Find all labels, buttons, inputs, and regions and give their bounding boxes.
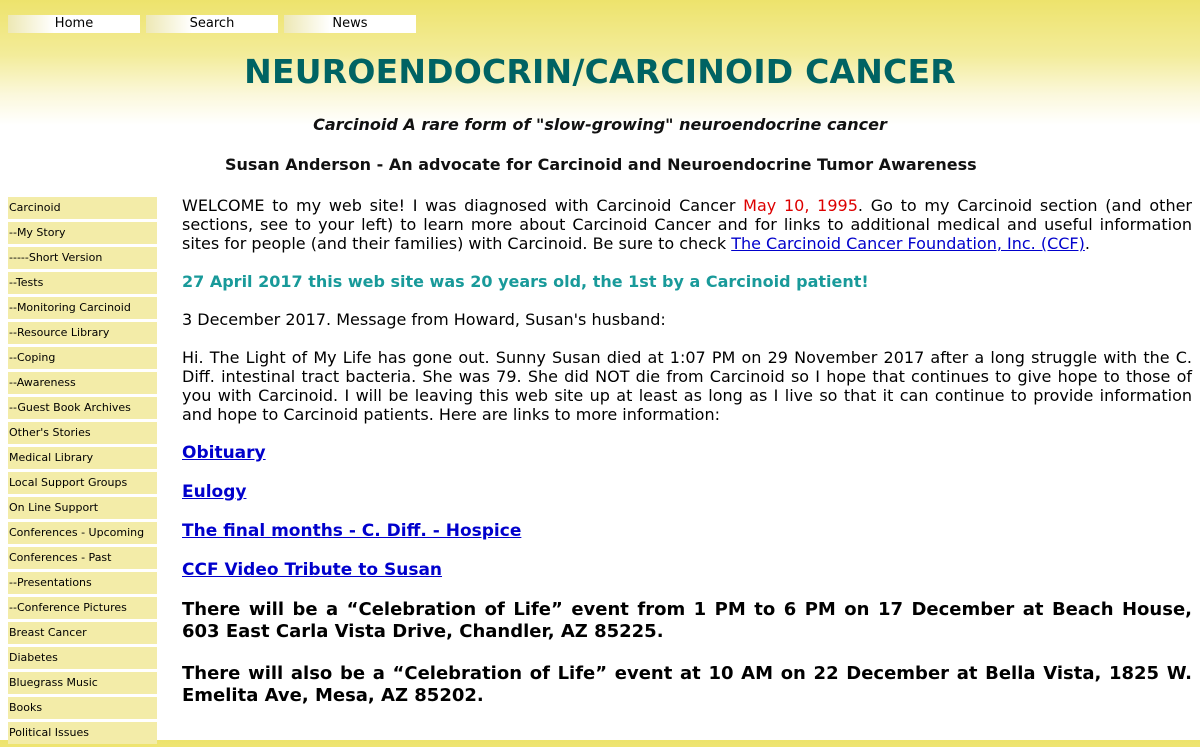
sidebar-item-local-support-groups[interactable]: Local Support Groups xyxy=(8,472,157,494)
sidebar-item-awareness[interactable]: --Awareness xyxy=(8,372,157,394)
sidebar-item-tests[interactable]: --Tests xyxy=(8,272,157,294)
video-tribute-paragraph xyxy=(182,560,1192,580)
welcome-period: . xyxy=(1084,234,1090,253)
sidebar-item-coping[interactable]: --Coping xyxy=(8,347,157,369)
obituary-paragraph xyxy=(182,443,1192,463)
obituary-link[interactable]: Obituary xyxy=(182,443,266,463)
event-mesa: There will also be a “Celebration of Life” event at 10 AM on 22 December at Bella Vista, 1825 W. Emelita Ave, Mesa, AZ 85202. xyxy=(182,663,1192,706)
page-title: NEUROENDOCRIN/CARCINOID CANCER xyxy=(244,52,956,91)
sidebar-item-conference-pictures[interactable]: --Conference Pictures xyxy=(8,597,157,619)
video-tribute-link[interactable]: CCF Video Tribute to Susan xyxy=(182,560,443,580)
eulogy-link[interactable]: Eulogy xyxy=(182,482,247,502)
sidebar-item-resource-library[interactable]: --Resource Library xyxy=(8,322,157,344)
sidebar-item-others-stories[interactable]: Other's Stories xyxy=(8,422,157,444)
eulogy-paragraph xyxy=(182,482,1192,502)
nav-search-button[interactable]: Search xyxy=(146,15,278,33)
sidebar-item-guest-book-archives[interactable]: --Guest Book Archives xyxy=(8,397,157,419)
welcome-text: WELCOME to my web site! I was diagnosed with Carcinoid Cancer xyxy=(182,196,744,215)
message-header: 3 December 2017. Message from Howard, Susan's husband: xyxy=(182,310,666,329)
event-chandler: There will be a “Celebration of Life” event from 1 PM to 6 PM on 17 December at Beach House, 603 East Carla Vista Drive, Chandler, AZ 85225. xyxy=(182,599,1192,642)
sidebar-item-conferences-upcoming[interactable]: Conferences - Upcoming xyxy=(8,522,157,544)
top-nav xyxy=(8,15,416,33)
sidebar-nav xyxy=(8,197,157,747)
sidebar-item-carcinoid[interactable]: Carcinoid xyxy=(8,197,157,219)
sidebar-item-conferences-past[interactable]: Conferences - Past xyxy=(8,547,157,569)
sidebar-item-presentations[interactable]: --Presentations xyxy=(8,572,157,594)
sidebar-item-monitoring-carcinoid[interactable]: --Monitoring Carcinoid xyxy=(8,297,157,319)
nav-home-button[interactable]: Home xyxy=(8,15,140,33)
welcome-paragraph xyxy=(182,196,1192,253)
ccf-link[interactable]: The Carcinoid Cancer Foundation, Inc. (CCF) xyxy=(731,234,1085,253)
anniversary-note: 27 April 2017 this web site was 20 years old, the 1st by a Carcinoid patient! xyxy=(182,272,869,291)
sidebar-item-bluegrass-music[interactable]: Bluegrass Music xyxy=(8,672,157,694)
sidebar-item-diabetes[interactable]: Diabetes xyxy=(8,647,157,669)
final-months-link[interactable]: The final months - C. Diff. - Hospice xyxy=(182,521,522,541)
sidebar-item-political-issues[interactable]: Political Issues xyxy=(8,722,157,744)
author-line: Susan Anderson - An advocate for Carcinoid and Neuroendocrine Tumor Awareness xyxy=(225,155,977,174)
nav-news-button[interactable]: News xyxy=(284,15,416,33)
diagnosis-date: May 10, 1995 xyxy=(743,196,858,215)
husband-message: Hi. The Light of My Life has gone out. Sunny Susan died at 1:07 PM on 29 November 2017 after a long struggle with the C. Diff. intestinal tract bacteria. She was 79. She did NOT die from Carcinoid so I hope that continues to give hope to those of you with Carcinoid. I will be leaving this web site up at least as long as I live so that it can continue to provide information and hope to Carcinoid patients. Here are links to more information: xyxy=(182,348,1192,424)
final-months-paragraph xyxy=(182,521,1192,541)
sidebar-item-my-story[interactable]: --My Story xyxy=(8,222,157,244)
main-content xyxy=(182,196,1192,727)
sidebar-item-short-version[interactable]: -----Short Version xyxy=(8,247,157,269)
sidebar-item-books[interactable]: Books xyxy=(8,697,157,719)
sidebar-item-medical-library[interactable]: Medical Library xyxy=(8,447,157,469)
welcome-text-cont: . Go to my Carcinoid section (and other sections, see to your left) to learn more about Carcinoid Cancer and for links to additional medical and useful information sites for people (and their families) with Carcinoid. Be sure to check xyxy=(182,196,1193,253)
sidebar-item-breast-cancer[interactable]: Breast Cancer xyxy=(8,622,157,644)
page-subtitle: Carcinoid A rare form of "slow-growing" neuroendocrine cancer xyxy=(313,115,887,134)
sidebar-item-on-line-support[interactable]: On Line Support xyxy=(8,497,157,519)
